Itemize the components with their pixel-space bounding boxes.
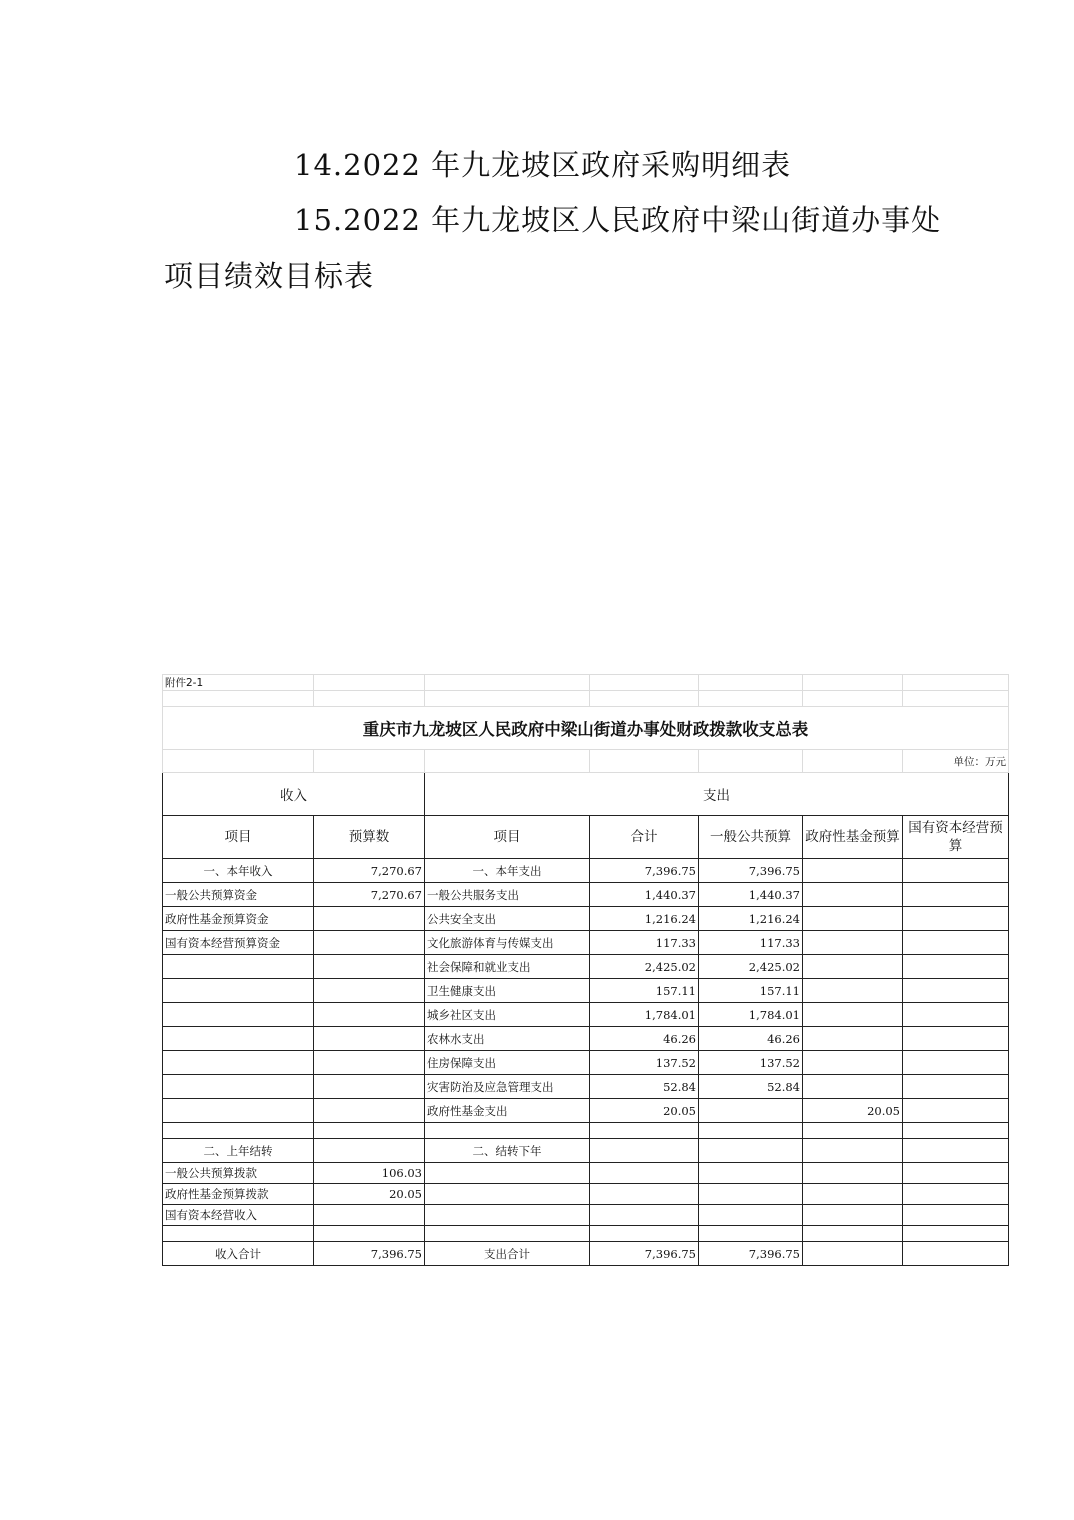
state-capital-cell	[903, 955, 1009, 979]
exp-item-cell: 一般公共服务支出	[425, 883, 590, 907]
income-value-cell	[314, 1003, 425, 1027]
table-row	[163, 931, 1009, 955]
income-item-cell	[163, 955, 314, 979]
col-header-total: 合计	[590, 816, 699, 859]
income-value-cell	[314, 1099, 425, 1123]
state-capital-cell	[903, 1027, 1009, 1051]
state-capital-cell	[903, 1075, 1009, 1099]
income-item-cell: 一、本年收入	[163, 859, 314, 883]
col-header-gov-fund: 政府性基金预算	[803, 816, 903, 859]
table-title: 重庆市九龙坡区人民政府中梁山街道办事处财政拨款收支总表	[163, 707, 1009, 750]
exp-item-cell: 一、本年支出	[425, 859, 590, 883]
income-item-cell: 二、上年结转	[163, 1139, 314, 1163]
general-cell: 46.26	[699, 1027, 803, 1051]
income-value-cell	[314, 1027, 425, 1051]
budget-summary-table	[162, 674, 1009, 1266]
gov-fund-cell	[803, 1184, 903, 1205]
total-cell: 1,216.24	[590, 907, 699, 931]
general-cell: 2,425.02	[699, 955, 803, 979]
exp-item-cell: 支出合计	[425, 1242, 590, 1266]
total-cell: 117.33	[590, 931, 699, 955]
income-value-cell	[314, 931, 425, 955]
gov-fund-cell	[803, 1003, 903, 1027]
income-item-cell	[163, 1226, 314, 1242]
total-cell	[590, 1184, 699, 1205]
gov-fund-cell	[803, 1027, 903, 1051]
income-value-cell	[314, 1051, 425, 1075]
table-row	[163, 1242, 1009, 1266]
state-capital-cell	[903, 1099, 1009, 1123]
general-cell: 7,396.75	[699, 1242, 803, 1266]
state-capital-cell	[903, 1003, 1009, 1027]
income-value-cell	[314, 1075, 425, 1099]
gov-fund-cell	[803, 979, 903, 1003]
general-cell: 1,784.01	[699, 1003, 803, 1027]
total-cell: 1,440.37	[590, 883, 699, 907]
income-value-cell: 7,396.75	[314, 1242, 425, 1266]
state-capital-cell	[903, 1205, 1009, 1226]
income-item-cell: 国有资本经营收入	[163, 1205, 314, 1226]
exp-item-cell: 政府性基金支出	[425, 1099, 590, 1123]
table-row	[163, 1003, 1009, 1027]
total-cell: 157.11	[590, 979, 699, 1003]
general-cell	[699, 1184, 803, 1205]
income-value-cell	[314, 907, 425, 931]
table-row	[163, 1027, 1009, 1051]
exp-item-cell: 公共安全支出	[425, 907, 590, 931]
general-cell: 117.33	[699, 931, 803, 955]
table-row	[163, 1075, 1009, 1099]
gov-fund-cell	[803, 1242, 903, 1266]
exp-item-cell	[425, 1226, 590, 1242]
general-cell	[699, 1205, 803, 1226]
total-cell: 7,396.75	[590, 859, 699, 883]
total-cell	[590, 1205, 699, 1226]
general-cell: 52.84	[699, 1075, 803, 1099]
general-cell	[699, 1163, 803, 1184]
exp-item-cell: 二、结转下年	[425, 1139, 590, 1163]
gov-fund-cell	[803, 1205, 903, 1226]
table-row	[163, 1051, 1009, 1075]
exp-item-cell	[425, 1163, 590, 1184]
income-value-cell	[314, 1226, 425, 1242]
income-value-cell: 7,270.67	[314, 859, 425, 883]
total-cell: 137.52	[590, 1051, 699, 1075]
state-capital-cell	[903, 859, 1009, 883]
total-cell: 46.26	[590, 1027, 699, 1051]
col-header-budget: 预算数	[314, 816, 425, 859]
gov-fund-cell	[803, 1226, 903, 1242]
gov-fund-cell	[803, 1123, 903, 1139]
income-value-cell	[314, 1205, 425, 1226]
total-cell: 1,784.01	[590, 1003, 699, 1027]
total-cell	[590, 1226, 699, 1242]
income-value-cell: 106.03	[314, 1163, 425, 1184]
income-item-cell: 一般公共预算拨款	[163, 1163, 314, 1184]
unit-label: 单位：万元	[903, 750, 1009, 773]
income-item-cell	[163, 1099, 314, 1123]
income-value-cell: 20.05	[314, 1184, 425, 1205]
income-value-cell: 7,270.67	[314, 883, 425, 907]
total-cell	[590, 1139, 699, 1163]
heading-item-15-line1: 15.2022 年九龙坡区人民政府中梁山街道办事处	[294, 203, 942, 237]
table-row	[163, 1184, 1009, 1205]
income-value-cell	[314, 1123, 425, 1139]
income-item-cell	[163, 1051, 314, 1075]
table-row	[163, 883, 1009, 907]
col-header-exp-item: 项目	[425, 816, 590, 859]
gov-fund-cell	[803, 955, 903, 979]
table-row	[163, 1139, 1009, 1163]
state-capital-cell	[903, 1226, 1009, 1242]
table-row	[163, 1099, 1009, 1123]
exp-item-cell: 住房保障支出	[425, 1051, 590, 1075]
exp-item-cell	[425, 1123, 590, 1139]
income-item-cell	[163, 1123, 314, 1139]
table-row	[163, 1205, 1009, 1226]
general-cell	[699, 1226, 803, 1242]
gov-fund-cell	[803, 1163, 903, 1184]
exp-item-cell: 城乡社区支出	[425, 1003, 590, 1027]
state-capital-cell	[903, 1123, 1009, 1139]
gov-fund-cell	[803, 931, 903, 955]
total-cell: 20.05	[590, 1099, 699, 1123]
gov-fund-cell	[803, 1051, 903, 1075]
state-capital-cell	[903, 1051, 1009, 1075]
general-cell	[699, 1099, 803, 1123]
state-capital-cell	[903, 979, 1009, 1003]
heading-item-15-line2: 项目绩效目标表	[164, 259, 375, 293]
table-row	[163, 955, 1009, 979]
gov-fund-cell	[803, 859, 903, 883]
exp-item-cell: 灾害防治及应急管理支出	[425, 1075, 590, 1099]
state-capital-cell	[903, 907, 1009, 931]
exp-item-cell: 卫生健康支出	[425, 979, 590, 1003]
total-cell: 7,396.75	[590, 1242, 699, 1266]
exp-item-cell	[425, 1184, 590, 1205]
income-item-cell	[163, 979, 314, 1003]
state-capital-cell	[903, 1139, 1009, 1163]
income-item-cell: 政府性基金预算资金	[163, 907, 314, 931]
gov-fund-cell	[803, 1139, 903, 1163]
general-cell	[699, 1139, 803, 1163]
total-cell: 52.84	[590, 1075, 699, 1099]
state-capital-cell	[903, 1163, 1009, 1184]
table-row	[163, 979, 1009, 1003]
exp-item-cell: 农林水支出	[425, 1027, 590, 1051]
income-item-cell: 一般公共预算资金	[163, 883, 314, 907]
col-header-general: 一般公共预算	[699, 816, 803, 859]
general-cell: 1,440.37	[699, 883, 803, 907]
gov-fund-cell	[803, 1075, 903, 1099]
col-header-item: 项目	[163, 816, 314, 859]
table-row	[163, 859, 1009, 883]
income-value-cell	[314, 1139, 425, 1163]
general-cell: 7,396.75	[699, 859, 803, 883]
state-capital-cell	[903, 1184, 1009, 1205]
income-item-cell: 收入合计	[163, 1242, 314, 1266]
col-header-state-capital: 国有资本经营预算	[903, 816, 1009, 859]
income-value-cell	[314, 979, 425, 1003]
heading-item-14: 14.2022 年九龙坡区政府采购明细表	[294, 148, 792, 182]
income-item-cell	[163, 1003, 314, 1027]
general-cell: 1,216.24	[699, 907, 803, 931]
income-value-cell	[314, 955, 425, 979]
gov-fund-cell	[803, 907, 903, 931]
state-capital-cell	[903, 931, 1009, 955]
table-row	[163, 1123, 1009, 1139]
gov-fund-cell: 20.05	[803, 1099, 903, 1123]
general-cell	[699, 1123, 803, 1139]
exp-item-cell	[425, 1205, 590, 1226]
income-item-cell	[163, 1075, 314, 1099]
exp-item-cell: 文化旅游体育与传媒支出	[425, 931, 590, 955]
gov-fund-cell	[803, 883, 903, 907]
income-item-cell	[163, 1027, 314, 1051]
income-item-cell: 政府性基金预算拨款	[163, 1184, 314, 1205]
state-capital-cell	[903, 1242, 1009, 1266]
general-cell: 157.11	[699, 979, 803, 1003]
table-row	[163, 1163, 1009, 1184]
expenditure-header: 支出	[425, 773, 1009, 816]
income-header: 收入	[163, 773, 425, 816]
total-cell	[590, 1123, 699, 1139]
table-row	[163, 907, 1009, 931]
state-capital-cell	[903, 883, 1009, 907]
attachment-label: 附件2-1	[163, 675, 314, 691]
income-item-cell: 国有资本经营预算资金	[163, 931, 314, 955]
total-cell	[590, 1163, 699, 1184]
exp-item-cell: 社会保障和就业支出	[425, 955, 590, 979]
total-cell: 2,425.02	[590, 955, 699, 979]
table-row	[163, 1226, 1009, 1242]
general-cell: 137.52	[699, 1051, 803, 1075]
